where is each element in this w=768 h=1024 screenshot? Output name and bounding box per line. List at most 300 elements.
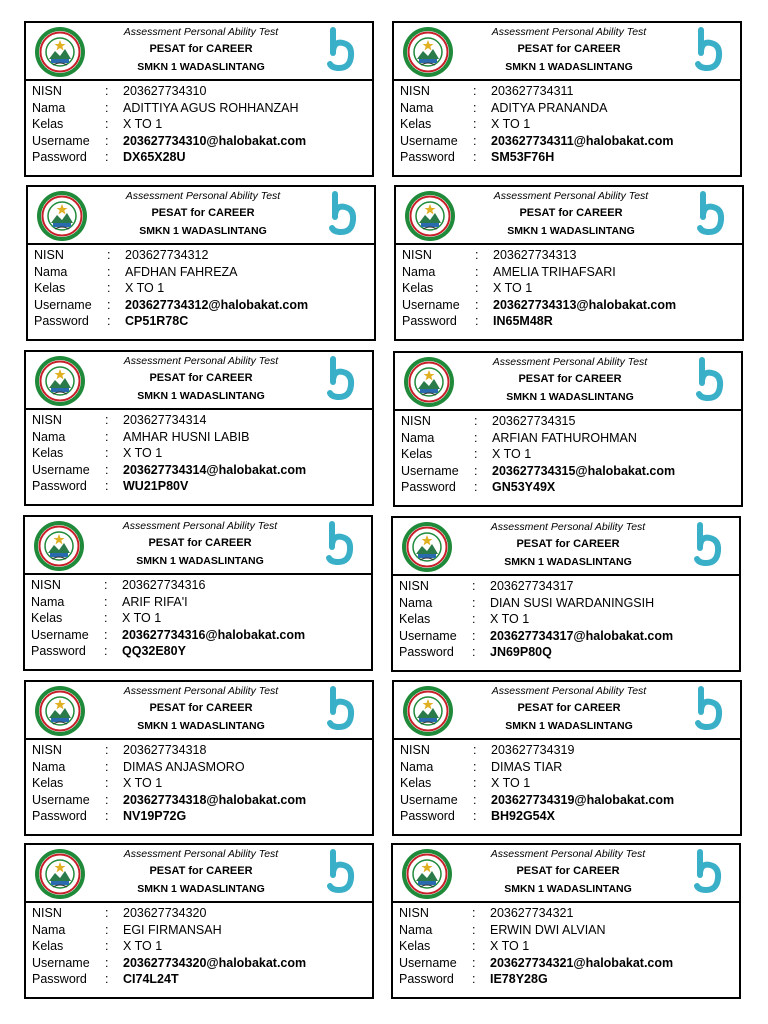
test-title: Assessment Personal Ability Test <box>123 685 279 697</box>
password-value: WU21P80V <box>123 479 189 494</box>
colon: : <box>475 248 479 262</box>
card-details <box>393 903 739 988</box>
username-value: 203627734314@halobakat.com <box>123 462 307 477</box>
nama-label: Nama <box>32 100 66 115</box>
nama-row <box>32 922 372 939</box>
kelas-value: X TO 1 <box>493 281 533 296</box>
nisn-row <box>399 578 739 595</box>
nama-value: ADITTIYA AGUS ROHHANZAH <box>123 100 299 115</box>
kelas-label: Kelas <box>34 281 66 296</box>
account-card-12 <box>391 843 741 999</box>
nama-value: AMHAR HUSNI LABIB <box>123 429 250 444</box>
colon: : <box>104 578 108 592</box>
nama-value: AFDHAN FAHREZA <box>125 264 238 279</box>
password-row <box>400 149 740 166</box>
password-label: Password <box>32 150 87 165</box>
nama-value: AMELIA TRIHAFSARI <box>493 264 616 279</box>
nama-row <box>32 429 372 446</box>
username-row <box>399 955 739 972</box>
password-row <box>399 971 739 988</box>
account-card-5 <box>24 350 374 506</box>
school-emblem-icon <box>32 189 92 243</box>
colon: : <box>105 413 109 427</box>
username-label: Username <box>400 792 458 807</box>
nama-row <box>399 922 739 939</box>
card-header <box>26 682 372 740</box>
school-name: SMKN 1 WADASLINTANG <box>505 720 633 732</box>
school-name: SMKN 1 WADASLINTANG <box>136 555 264 567</box>
password-value: IN65M48R <box>493 314 553 329</box>
colon: : <box>475 264 479 279</box>
username-row <box>400 133 740 150</box>
nisn-value: 203627734316 <box>122 578 206 592</box>
card-details <box>395 411 741 496</box>
nisn-label: NISN <box>32 84 62 98</box>
password-row <box>402 313 742 330</box>
school-name: SMKN 1 WADASLINTANG <box>137 61 265 73</box>
nisn-value: 203627734312 <box>125 248 209 262</box>
nisn-label: NISN <box>402 248 432 262</box>
nisn-row <box>32 742 372 759</box>
kelas-label: Kelas <box>32 446 64 461</box>
nisn-label: NISN <box>401 414 431 428</box>
nama-value: DIMAS TIAR <box>491 759 563 774</box>
kelas-row <box>399 938 739 955</box>
nama-label: Nama <box>32 922 66 937</box>
kelas-value: X TO 1 <box>490 612 530 627</box>
nama-label: Nama <box>32 429 66 444</box>
nisn-label: NISN <box>32 413 62 427</box>
test-title: Assessment Personal Ability Test <box>491 26 647 38</box>
nisn-value: 203627734313 <box>493 248 577 262</box>
password-value: IE78Y28G <box>490 972 548 987</box>
username-label: Username <box>31 627 89 642</box>
program-title: PESAT for CAREER <box>148 537 252 549</box>
kelas-label: Kelas <box>401 447 433 462</box>
school-name: SMKN 1 WADASLINTANG <box>139 225 267 237</box>
school-name: SMKN 1 WADASLINTANG <box>504 883 632 895</box>
password-row <box>31 643 371 660</box>
password-value: NV19P72G <box>123 809 187 824</box>
program-title: PESAT for CAREER <box>149 865 253 877</box>
colon: : <box>473 809 477 824</box>
username-value: 203627734320@halobakat.com <box>123 955 307 970</box>
password-label: Password <box>401 480 456 495</box>
test-title: Assessment Personal Ability Test <box>490 521 646 533</box>
password-row <box>32 149 372 166</box>
username-value: 203627734321@halobakat.com <box>490 955 674 970</box>
colon: : <box>474 414 478 428</box>
colon: : <box>104 594 108 609</box>
username-value: 203627734319@halobakat.com <box>491 792 675 807</box>
school-emblem-icon <box>30 25 90 79</box>
school-name: SMKN 1 WADASLINTANG <box>507 225 635 237</box>
kelas-value: X TO 1 <box>123 776 163 791</box>
halobakat-logo-icon <box>324 849 356 895</box>
nisn-value: 203627734310 <box>123 84 207 98</box>
card-header <box>25 517 371 575</box>
colon: : <box>107 297 111 312</box>
school-emblem-icon <box>29 519 89 573</box>
colon: : <box>473 150 477 165</box>
nama-label: Nama <box>401 430 435 445</box>
username-value: 203627734318@halobakat.com <box>123 792 307 807</box>
username-label: Username <box>400 133 458 148</box>
nisn-label: NISN <box>32 906 62 920</box>
kelas-label: Kelas <box>402 281 434 296</box>
halobakat-logo-icon <box>326 191 358 237</box>
nisn-value: 203627734317 <box>490 579 574 593</box>
password-row <box>34 313 374 330</box>
school-name: SMKN 1 WADASLINTANG <box>504 556 632 568</box>
password-label: Password <box>31 644 86 659</box>
username-value: 203627734316@halobakat.com <box>122 627 306 642</box>
school-emblem-icon <box>30 847 90 901</box>
school-emblem-icon <box>397 520 457 574</box>
kelas-label: Kelas <box>399 939 431 954</box>
colon: : <box>105 776 109 791</box>
colon: : <box>473 792 477 807</box>
colon: : <box>473 117 477 132</box>
nisn-value: 203627734320 <box>123 906 207 920</box>
password-row <box>32 971 372 988</box>
program-title: PESAT for CAREER <box>516 538 620 550</box>
password-value: CI74L24T <box>123 972 179 987</box>
colon: : <box>475 297 479 312</box>
password-label: Password <box>32 972 87 987</box>
colon: : <box>472 612 476 627</box>
kelas-label: Kelas <box>32 776 64 791</box>
colon: : <box>475 314 479 329</box>
username-label: Username <box>399 628 457 643</box>
kelas-label: Kelas <box>32 939 64 954</box>
school-emblem-icon <box>30 354 90 408</box>
colon: : <box>104 627 108 642</box>
kelas-value: X TO 1 <box>123 117 163 132</box>
nama-value: EGI FIRMANSAH <box>123 922 222 937</box>
school-emblem-icon <box>30 684 90 738</box>
halobakat-logo-icon <box>324 27 356 73</box>
colon: : <box>105 133 109 148</box>
nama-value: ADITYA PRANANDA <box>491 100 608 115</box>
nisn-row <box>32 412 372 429</box>
nisn-label: NISN <box>31 578 61 592</box>
colon: : <box>472 955 476 970</box>
username-row <box>400 792 740 809</box>
username-label: Username <box>32 955 90 970</box>
colon: : <box>104 644 108 659</box>
password-label: Password <box>400 809 455 824</box>
nisn-value: 203627734321 <box>490 906 574 920</box>
card-header <box>26 845 372 903</box>
username-label: Username <box>402 297 460 312</box>
nama-label: Nama <box>400 100 434 115</box>
nisn-row <box>400 742 740 759</box>
colon: : <box>474 463 478 478</box>
username-value: 203627734311@halobakat.com <box>491 133 674 148</box>
username-row <box>32 133 372 150</box>
colon: : <box>105 759 109 774</box>
nisn-row <box>32 905 372 922</box>
colon: : <box>472 595 476 610</box>
username-label: Username <box>34 297 92 312</box>
program-title: PESAT for CAREER <box>518 373 622 385</box>
username-label: Username <box>32 462 90 477</box>
nama-row <box>399 595 739 612</box>
card-details <box>394 81 740 166</box>
colon: : <box>105 117 109 132</box>
card-details <box>28 245 374 330</box>
program-title: PESAT for CAREER <box>149 43 253 55</box>
password-value: CP51R78C <box>125 314 189 329</box>
card-header <box>393 518 739 576</box>
kelas-row <box>31 610 371 627</box>
account-card-1 <box>24 21 374 177</box>
account-card-8 <box>391 516 741 672</box>
password-label: Password <box>32 809 87 824</box>
password-label: Password <box>399 645 454 660</box>
account-card-7 <box>23 515 373 671</box>
program-title: PESAT for CAREER <box>517 43 621 55</box>
password-value: BH92G54X <box>491 809 555 824</box>
username-row <box>32 792 372 809</box>
password-label: Password <box>402 314 457 329</box>
username-row <box>34 297 374 314</box>
kelas-value: X TO 1 <box>491 117 531 132</box>
colon: : <box>475 281 479 296</box>
colon: : <box>107 264 111 279</box>
password-value: JN69P80Q <box>490 645 552 660</box>
colon: : <box>472 906 476 920</box>
colon: : <box>105 462 109 477</box>
card-header <box>26 352 372 410</box>
account-card-11 <box>24 843 374 999</box>
kelas-label: Kelas <box>400 776 432 791</box>
colon: : <box>105 792 109 807</box>
nisn-row <box>401 413 741 430</box>
school-name: SMKN 1 WADASLINTANG <box>137 720 265 732</box>
test-title: Assessment Personal Ability Test <box>490 848 646 860</box>
colon: : <box>474 430 478 445</box>
nama-row <box>401 430 741 447</box>
card-header <box>393 845 739 903</box>
username-value: 203627734315@halobakat.com <box>492 463 676 478</box>
colon: : <box>105 84 109 98</box>
test-title: Assessment Personal Ability Test <box>123 26 279 38</box>
nisn-row <box>34 247 374 264</box>
kelas-row <box>400 775 740 792</box>
nisn-row <box>32 83 372 100</box>
nisn-value: 203627734318 <box>123 743 207 757</box>
account-card-3 <box>26 185 376 341</box>
halobakat-logo-icon <box>691 849 723 895</box>
school-emblem-icon <box>399 355 459 409</box>
username-row <box>401 463 741 480</box>
halobakat-logo-icon <box>324 686 356 732</box>
username-label: Username <box>32 792 90 807</box>
kelas-row <box>401 446 741 463</box>
kelas-value: X TO 1 <box>122 611 162 626</box>
nama-label: Nama <box>32 759 66 774</box>
program-title: PESAT for CAREER <box>151 207 255 219</box>
nisn-value: 203627734311 <box>491 84 574 98</box>
nama-label: Nama <box>31 594 65 609</box>
colon: : <box>107 314 111 329</box>
kelas-row <box>400 116 740 133</box>
colon: : <box>473 133 477 148</box>
colon: : <box>105 922 109 937</box>
colon: : <box>473 759 477 774</box>
card-details <box>393 576 739 661</box>
account-card-2 <box>392 21 742 177</box>
kelas-row <box>32 116 372 133</box>
kelas-value: X TO 1 <box>123 446 163 461</box>
password-label: Password <box>32 479 87 494</box>
colon: : <box>472 972 476 987</box>
nama-value: ERWIN DWI ALVIAN <box>490 922 606 937</box>
password-value: GN53Y49X <box>492 480 556 495</box>
nisn-label: NISN <box>399 579 429 593</box>
kelas-row <box>399 611 739 628</box>
nisn-row <box>400 83 740 100</box>
nama-value: DIAN SUSI WARDANINGSIH <box>490 595 655 610</box>
colon: : <box>474 480 478 495</box>
nisn-label: NISN <box>32 743 62 757</box>
password-row <box>401 479 741 496</box>
card-details <box>25 575 371 660</box>
nisn-row <box>402 247 742 264</box>
test-title: Assessment Personal Ability Test <box>491 685 647 697</box>
school-emblem-icon <box>398 25 458 79</box>
halobakat-logo-icon <box>694 191 726 237</box>
password-row <box>32 808 372 825</box>
program-title: PESAT for CAREER <box>149 702 253 714</box>
card-details <box>26 410 372 495</box>
username-row <box>32 955 372 972</box>
card-details <box>26 81 372 166</box>
nama-row <box>34 264 374 281</box>
kelas-label: Kelas <box>32 117 64 132</box>
colon: : <box>474 447 478 462</box>
colon: : <box>107 248 111 262</box>
username-label: Username <box>32 133 90 148</box>
username-label: Username <box>399 955 457 970</box>
card-details <box>26 740 372 825</box>
halobakat-logo-icon <box>692 27 724 73</box>
password-row <box>32 478 372 495</box>
username-row <box>399 628 739 645</box>
nama-row <box>32 100 372 117</box>
card-details <box>26 903 372 988</box>
school-emblem-icon <box>398 684 458 738</box>
colon: : <box>105 809 109 824</box>
colon: : <box>104 611 108 626</box>
colon: : <box>473 100 477 115</box>
kelas-value: X TO 1 <box>490 939 530 954</box>
password-label: Password <box>400 150 455 165</box>
school-name: SMKN 1 WADASLINTANG <box>505 61 633 73</box>
colon: : <box>105 955 109 970</box>
nama-value: ARFIAN FATHUROHMAN <box>492 430 637 445</box>
colon: : <box>472 922 476 937</box>
username-row <box>32 462 372 479</box>
kelas-label: Kelas <box>31 611 63 626</box>
nisn-value: 203627734314 <box>123 413 207 427</box>
school-name: SMKN 1 WADASLINTANG <box>506 391 634 403</box>
school-name: SMKN 1 WADASLINTANG <box>137 390 265 402</box>
password-row <box>400 808 740 825</box>
card-header <box>394 682 740 740</box>
account-card-6 <box>393 351 743 507</box>
kelas-row <box>34 280 374 297</box>
program-title: PESAT for CAREER <box>517 702 621 714</box>
nisn-label: NISN <box>399 906 429 920</box>
card-header <box>396 187 742 245</box>
password-value: SM53F76H <box>491 150 555 165</box>
colon: : <box>105 100 109 115</box>
test-title: Assessment Personal Ability Test <box>493 190 649 202</box>
nama-label: Nama <box>399 595 433 610</box>
kelas-value: X TO 1 <box>123 939 163 954</box>
nisn-value: 203627734319 <box>491 743 575 757</box>
kelas-row <box>402 280 742 297</box>
nisn-row <box>31 577 371 594</box>
colon: : <box>473 776 477 791</box>
halobakat-logo-icon <box>324 356 356 402</box>
card-header <box>28 187 374 245</box>
halobakat-logo-icon <box>691 522 723 568</box>
kelas-value: X TO 1 <box>491 776 531 791</box>
card-header <box>395 353 741 411</box>
password-value: DX65X28U <box>123 150 186 165</box>
username-value: 203627734312@halobakat.com <box>125 297 309 312</box>
username-label: Username <box>401 463 459 478</box>
card-details <box>396 245 742 330</box>
password-value: QQ32E80Y <box>122 644 186 659</box>
colon: : <box>472 939 476 954</box>
school-emblem-icon <box>397 847 457 901</box>
test-title: Assessment Personal Ability Test <box>125 190 281 202</box>
card-header <box>26 23 372 81</box>
halobakat-logo-icon <box>323 521 355 567</box>
nisn-row <box>399 905 739 922</box>
nama-value: DIMAS ANJASMORO <box>123 759 245 774</box>
card-header <box>394 23 740 81</box>
school-name: SMKN 1 WADASLINTANG <box>137 883 265 895</box>
colon: : <box>105 972 109 987</box>
kelas-row <box>32 445 372 462</box>
program-title: PESAT for CAREER <box>516 865 620 877</box>
password-label: Password <box>399 972 454 987</box>
nama-label: Nama <box>402 264 436 279</box>
kelas-row <box>32 775 372 792</box>
school-emblem-icon <box>400 189 460 243</box>
account-card-9 <box>24 680 374 836</box>
nama-row <box>31 594 371 611</box>
username-row <box>402 297 742 314</box>
card-details <box>394 740 740 825</box>
password-label: Password <box>34 314 89 329</box>
username-value: 203627734310@halobakat.com <box>123 133 307 148</box>
test-title: Assessment Personal Ability Test <box>123 848 279 860</box>
kelas-value: X TO 1 <box>125 281 165 296</box>
program-title: PESAT for CAREER <box>149 372 253 384</box>
username-value: 203627734313@halobakat.com <box>493 297 677 312</box>
colon: : <box>105 479 109 494</box>
nama-row <box>400 759 740 776</box>
colon: : <box>472 628 476 643</box>
password-row <box>399 644 739 661</box>
